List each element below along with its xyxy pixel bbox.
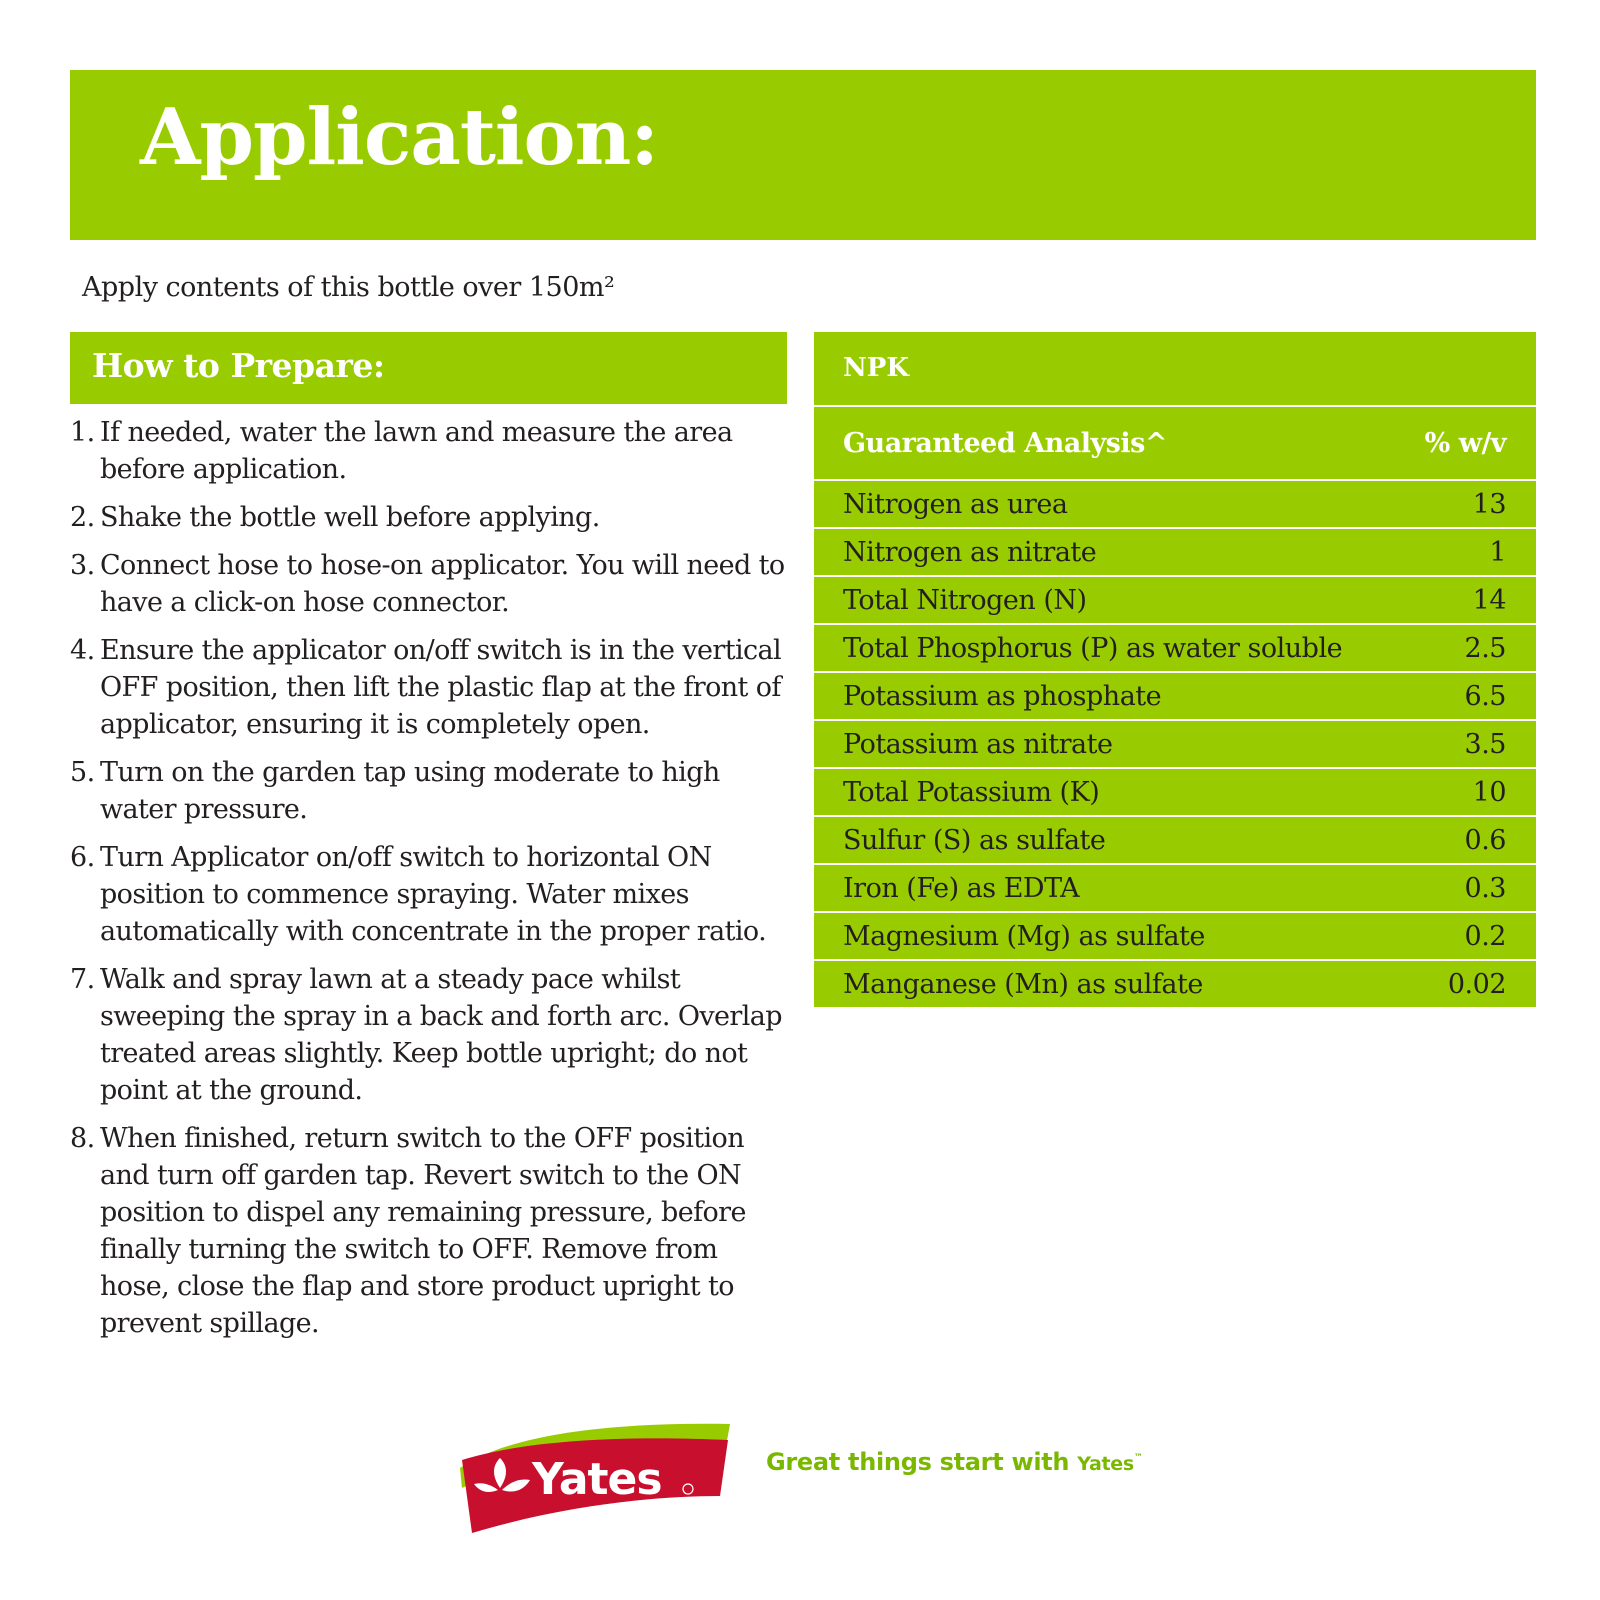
table-row — [814, 864, 1536, 912]
nutrient-value: 6.5 — [1391, 672, 1536, 720]
nutrient-name: Iron (Fe) as EDTA — [814, 864, 1391, 912]
table-row — [814, 912, 1536, 960]
nutrient-name: Potassium as phosphate — [814, 672, 1391, 720]
column-header-percent: % w/v — [1391, 407, 1536, 480]
yates-logo — [452, 1420, 732, 1535]
step-number: 2. — [70, 502, 95, 533]
column-header-analysis: Guaranteed Analysis^ — [814, 407, 1391, 480]
step-item — [70, 414, 790, 488]
nutrient-name: Magnesium (Mg) as sulfate — [814, 912, 1391, 960]
nutrient-value: 2.5 — [1391, 624, 1536, 672]
table-row — [814, 768, 1536, 816]
step-number: 5. — [70, 757, 95, 788]
nutrient-value: 14 — [1391, 576, 1536, 624]
step-item — [70, 547, 790, 621]
step-number: 7. — [70, 964, 95, 995]
table-row — [814, 672, 1536, 720]
nutrient-name: Potassium as nitrate — [814, 720, 1391, 768]
nutrient-value: 3.5 — [1391, 720, 1536, 768]
table-row — [814, 624, 1536, 672]
trademark-symbol: ™ — [1133, 1453, 1143, 1463]
table-row — [814, 960, 1536, 1007]
nutrient-name: Total Potassium (K) — [814, 768, 1391, 816]
step-number: 8. — [70, 1123, 95, 1154]
table-row — [814, 816, 1536, 864]
step-item — [70, 961, 790, 1109]
nutrient-name: Sulfur (S) as sulfate — [814, 816, 1391, 864]
step-text: Turn Applicator on/off switch to horizontal ON position to commence spraying. Water mixes automatically with concentrate in the proper ratio. — [100, 842, 767, 947]
table-row — [814, 480, 1536, 528]
nutrient-name: Total Phosphorus (P) as water soluble — [814, 624, 1391, 672]
how-to-prepare-header — [70, 332, 787, 404]
application-header — [70, 70, 1536, 240]
nutrient-value: 0.6 — [1391, 816, 1536, 864]
table-row — [814, 576, 1536, 624]
tagline-text: Great things start with — [766, 1448, 1070, 1476]
nutrient-value: 10 — [1391, 768, 1536, 816]
step-text: If needed, water the lawn and measure the area before application. — [100, 417, 733, 485]
nutrient-name: Nitrogen as urea — [814, 480, 1391, 528]
step-item — [70, 839, 790, 950]
step-text: When finished, return switch to the OFF position and turn off garden tap. Revert switch to the ON position to dispel any remaining pressure, before finally turning the switch to OFF. Remove from hose, close the flap and store product upright to prevent spillage. — [100, 1123, 746, 1339]
step-text: Ensure the applicator on/off switch is in the vertical OFF position, then lift the plastic flap at the front of applicator, ensuring it is completely open. — [100, 635, 782, 740]
nutrient-value: 0.02 — [1447, 968, 1506, 1000]
table-row — [814, 720, 1536, 768]
step-number: 1. — [70, 417, 95, 448]
npk-title: NPK — [814, 332, 1536, 407]
npk-analysis-panel — [814, 332, 1536, 1007]
table-row — [814, 528, 1536, 576]
step-item — [70, 754, 790, 828]
npk-header-row — [814, 407, 1536, 480]
nutrient-value: 1 — [1391, 528, 1536, 576]
step-number: 4. — [70, 635, 95, 666]
nutrient-value: 13 — [1391, 480, 1536, 528]
step-text: Walk and spray lawn at a steady pace whilst sweeping the spray in a back and forth arc. Overlap treated areas slightly. Keep bottle upright; do not point at the ground. — [100, 964, 782, 1106]
nutrient-name: Nitrogen as nitrate — [814, 528, 1391, 576]
preparation-steps — [70, 414, 790, 1353]
step-number: 6. — [70, 842, 95, 873]
step-number: 3. — [70, 550, 95, 581]
nutrient-value: 0.2 — [1391, 912, 1536, 960]
how-to-prepare-title: How to Prepare: — [92, 346, 385, 385]
page-title: Application: — [140, 92, 659, 183]
step-item — [70, 1120, 790, 1342]
nutrient-value: 0.3 — [1391, 864, 1536, 912]
brand-tagline — [766, 1448, 1143, 1476]
npk-table — [814, 407, 1536, 1007]
nutrient-name: Total Nitrogen (N) — [814, 576, 1391, 624]
step-text: Shake the bottle well before applying. — [100, 502, 600, 533]
coverage-text: Apply contents of this bottle over 150m² — [82, 272, 615, 303]
step-text: Connect hose to hose-on applicator. You will need to have a click-on hose connector. — [100, 550, 785, 618]
step-item — [70, 499, 790, 536]
tagline-brand: Yates — [1077, 1453, 1134, 1475]
step-text: Turn on the garden tap using moderate to high water pressure. — [100, 757, 720, 825]
nutrient-name: Manganese (Mn) as sulfate — [843, 968, 1203, 1000]
step-item — [70, 632, 790, 743]
logo-wordmark: Yates — [532, 1454, 662, 1505]
